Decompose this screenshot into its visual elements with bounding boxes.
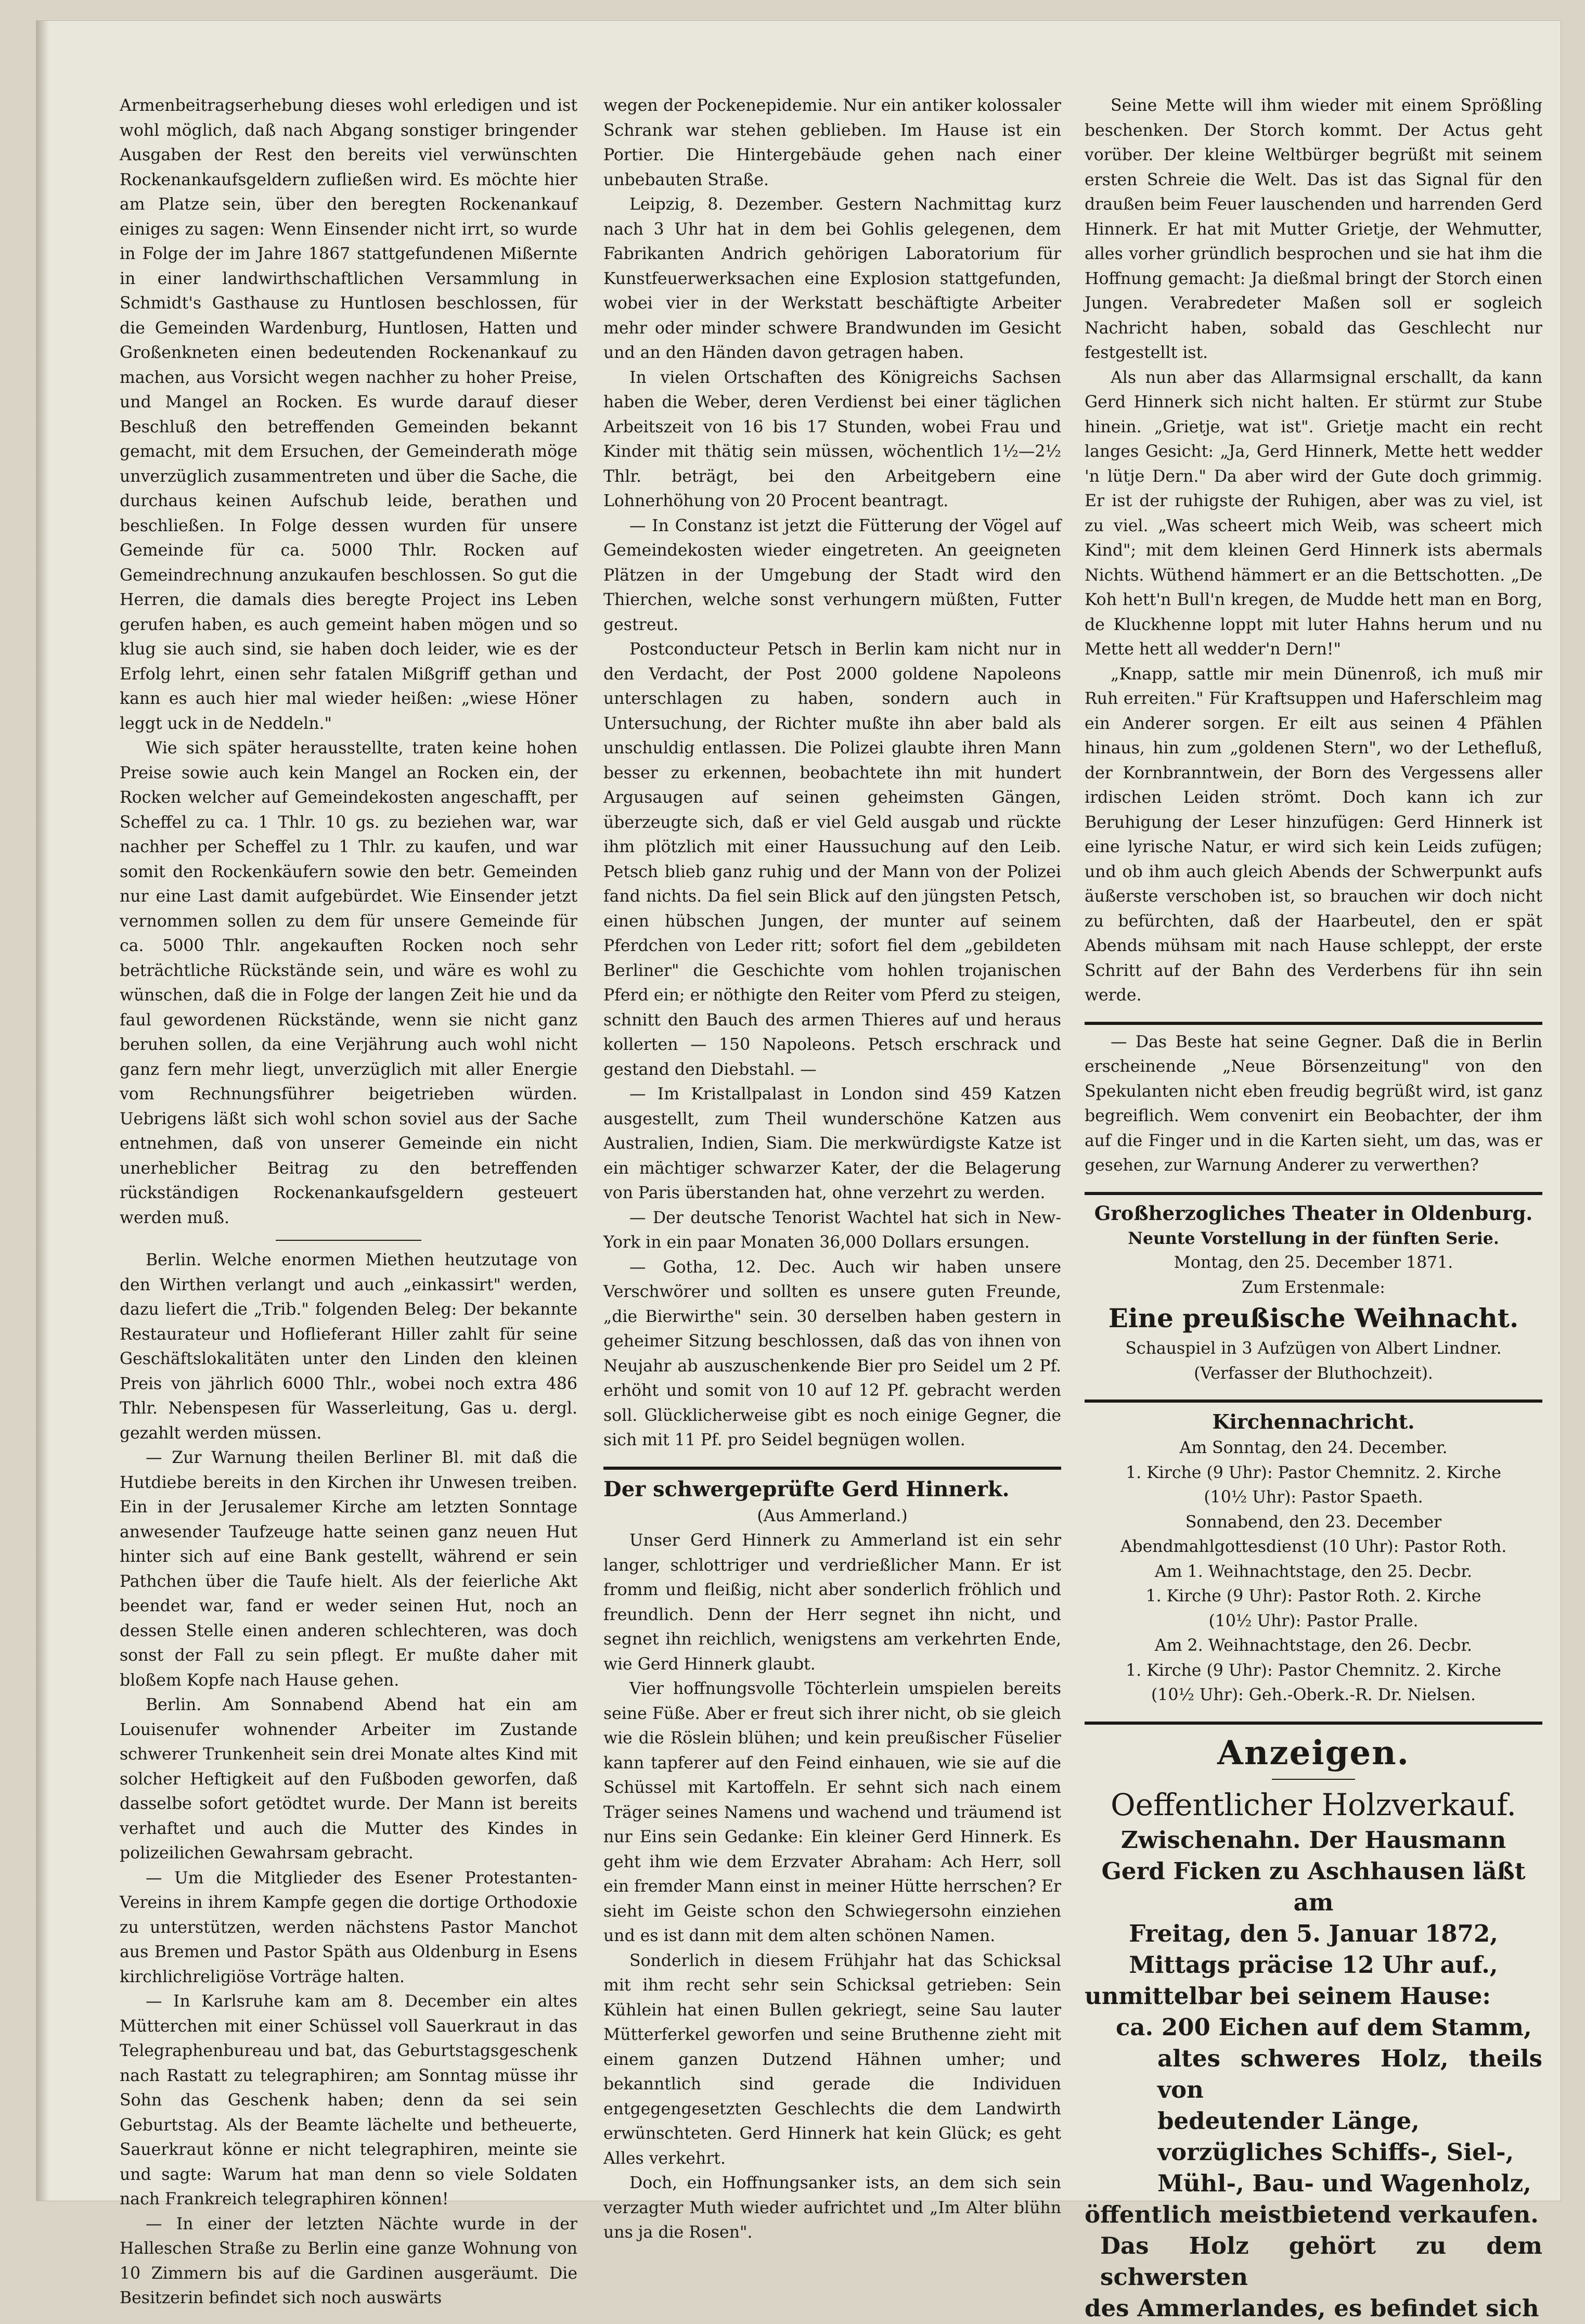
theatre-subtitle: Neunte Vorstellung in der fünften Serie. [1128,1228,1499,1248]
church-notice-title: Kirchennachricht. [1212,1410,1415,1433]
article-boersenzeitung: — Das Beste hat seine Gegner. Daß die in Berlin erscheinende „Neue Börsenzeitung" von den Spekulanten nicht eben freudig begrüßt wird, ist ganz begreiflich. Wem convenirt ein Beobachter, der ihm auf die Finger und in die Karten sieht, um das, was er gesehen, zur Warnung Anderer zu verwerthen? [1085,1032,1542,1175]
article-rockenankauf-cont: Wie sich später herausstellte, traten keine hohen Preise sowie auch kein Mangel an Rocken ein, der Rocken welcher auf Gemeindekosten angeschafft, per Scheffel zu ca. 1 Thlr. 10 gs. zu beziehen war, war nachher per Scheffel zu 1 Thlr. zu kaufen, und war somit den Rockenkäufern sowie den betr. Gemeinden nur eine Last damit aufgebürdet. Wie Einsender jetzt vernommen sollen zu dem für unsere Gemeinde für ca. 5000 Thlr. angekauften Rocken noch sehr beträchtliche Rückstände sein, und wäre es wohl zu wünschen, daß die in Folge der langen Zeit hie und da faul gewordenen Rückstände, wenn sie nicht ganz beruhen sollen, da eine Verjährung auch wohl nicht ganz fern mehr liegt, unverzüglich mit aller Energie vom Rechnungsführer beigetrieben würden. Uebrigens läßt sich wohl schon soviel aus der Sache entnehmen, daß von unserer Gemeinde ein nicht unerheblicher Beitrag zu den betreffenden rückständigen Rockenankaufsgeldern gesteuert werden muß. [120,739,577,1227]
ad-line: Das Holz gehört zu dem schwersten [1100,2231,1542,2291]
play-author-note: (Verfasser der Bluthochzeit). [1194,1364,1433,1383]
section-rule [1085,1022,1542,1025]
ad-line: öffentlich meistbietend verkaufen. [1085,2200,1539,2228]
section-rule [1085,1192,1542,1195]
section-rule [603,1467,1061,1470]
article-pocken: wegen der Pockenepidemie. Nur ein antiker kolossaler Schrank war stehen geblieben. Im Hause ist ein Portier. Die Hintergebäude gehen nach einer unbebauten Straße. [603,96,1061,189]
ad-title: Oeffentlicher Holzverkauf. [1111,1787,1516,1822]
ad-line: Zwischenahn. Der Hausmann [1120,1826,1506,1854]
church-line: 1. Kirche (9 Uhr): Pastor Chemnitz. 2. Kirche [1126,1661,1501,1680]
ad-line: Mittags präcise 12 Uhr auf., [1129,1950,1498,1979]
theatre-first: Zum Erstenmale: [1242,1278,1385,1297]
divider [1272,1779,1355,1780]
article-hallesche-strasse: — In einer der letzten Nächte wurde in der Halleschen Straße zu Berlin eine ganze Wohnung von 10 Zimmern bis auf die Gardinen ausgeräumt. Die Besitzerin befindet sich noch auswärts [120,2214,577,2307]
article-berlin-arbeiter: Berlin. Am Sonnabend Abend hat ein am Louisenufer wohnender Arbeiter im Zustande schwerer Trunkenheit sein drei Monate altes Kind mit solcher Heftigkeit auf den Fußboden geworfen, daß dasselbe sofort getödtet wurde. Der Mann ist bereits verhaftet und auch die Mutter des Kindes in polizeilichen Gewahrsam gebracht. [120,1696,577,1863]
section-rule [1085,1399,1542,1403]
church-line: 1. Kirche (9 Uhr): Pastor Chemnitz. 2. Kirche [1126,1463,1501,1482]
serial-subtitle: (Aus Ammerland.) [757,1506,908,1525]
column-2 [603,94,1061,2245]
article-esens: — Um die Mitglieder des Esener Protestanten-Vereins in ihrem Kampfe gegen die dortige Orthodoxie zu unterstützen, werden nächstens Pastor Manchot aus Bremen und Pastor Späth aus Oldenburg in Esens kirchlichreligiöse Vorträge halten. [120,1868,577,1986]
theatre-date: Montag, den 25. December 1871. [1174,1253,1453,1272]
column-3 [1085,94,1542,2324]
ad-body [1085,1825,1542,2324]
ad-line: ca. 200 Eichen auf dem Stamm, [1116,2013,1532,2041]
church-line: (10½ Uhr): Pastor Pralle. [1208,1611,1419,1630]
church-line: Am 1. Weihnachtstage, den 25. Decbr. [1154,1562,1473,1581]
article-wachtel: — Der deutsche Tenorist Wachtel hat sich in New-York in ein paar Monaten 36,000 Dollars ersungen. [603,1208,1061,1252]
serial-paragraph: Als nun aber das Allarmsignal erschallt, da kann Gerd Hinnerk sich nicht halten. Er stürmt zur Stube hinein. „Grietje, wat ist". Grietje macht ein recht langes Gesicht: „Ja, Gerd Hinnerk, Mette hett wedder 'n lütje Dern." Da aber wird der Gute doch grimmig. Er ist der ruhigste der Ruhigen, aber was zu viel, ist zu viel. „Was scheert mich Weib, was scheert mich Kind"; mit dem kleinen Gerd Hinnerk ists abermals Nichts. Wüthend hämmert er an die Bettschotten. „De Koh hett'n Bull'n kregen, de Mudde hett man en Borg, de Kluckhenne loppt mit luter Hahns herum und nu Mette hett all wedder'n Dern!" [1085,368,1542,659]
theatre-title: Großherzogliches Theater in Oldenburg. [1094,1201,1533,1225]
church-line: Sonnabend, den 23. December [1185,1512,1442,1532]
ad-line: altes schweres Holz, theils von [1157,2044,1542,2103]
play-title: Eine preußische Weihnacht. [1108,1303,1519,1333]
church-line: Am Sonntag, den 24. December. [1179,1439,1448,1457]
ad-line: Gerd Ficken zu Aschhausen läßt am [1101,1857,1526,1916]
church-line: (10½ Uhr): Geh.-Oberk.-R. Dr. Nielsen. [1151,1686,1476,1704]
article-weber: In vielen Ortschaften des Königreichs Sachsen haben die Weber, deren Verdienst bei einer täglichen Arbeitszeit von 16 bis 17 Stunden, wobei Frau und Kinder mit thätig sein müssen, wöchentlich 1½—2½ Thlr. beträgt, bei den Arbeitgebern eine Lohnerhöhung von 20 Procent beantragt. [603,368,1061,510]
serial-paragraph: Sonderlich in diesem Frühjahr hat das Schicksal mit ihm recht sehr sein Schicksal getrieben: Sein Kühlein hat einen Bullen gekriegt, seine Sau lauter Mütterferkel geworfen und seine Bruthenne zieht mit einem ganzen Dutzend Hähnen umher; und bekanntlich sind gerade die Individuen entgegengesetzten Geschlechts die dem Landwirth erwünschteten. Gerd Hinnerk hat kein Glück; es geht Alles verkehrt. [603,1951,1061,2168]
ad-line: unmittelbar bei seinem Hause: [1085,1982,1491,2010]
serial-paragraph: „Knapp, sattle mir mein Dünenroß, ich muß mir Ruh erreiten." Für Kraftsuppen und Haferschleim mag ein Anderer sorgen. Er eilt aus seinen 4 Pfählen hinaus, hin zum „goldenen Stern", wo der Lethefluß, der Kornbranntwein, der Born des Vergessens aller irdischen Leiden strömt. Doch kann ich zur Beruhigung der Leser hinzufügen: Gerd Hinnerk ist eine lyrische Natur, er wird sich kein Leids zufügen; und ob ihm auch gleich Abends der Schwerpunkt aufs äußerste verschoben ist, so brauchen wir doch nicht zu befürchten, daß der Haarbeutel, den er spät Abends mühsam mit nach Hause schleppt, der erste Schritt auf der Bahn des Verderbens für ihn sein werde. [1085,664,1542,1005]
article-katzen: — Im Kristallpalast in London sind 459 Katzen ausgestellt, zum Theil wunderschöne Katzen aus Australien, Indien, Siam. Die merkwürdigste Katze ist ein mächtiger schwarzer Kater, der die Belagerung von Paris überstanden hat, ohne verzehrt zu werden. [603,1085,1061,1202]
church-line: Am 2. Weihnachtstage, den 26. Decbr. [1154,1636,1473,1655]
article-hutdiebe: — Zur Warnung theilen Berliner Bl. mit daß die Hutdiebe bereits in den Kirchen ihr Unwesen treiben. Ein in der Jerusalemer Kirche am letzten Sonntage anwesender Taufzeuge hatte seinen ganz neuen Hut hinter sich auf eine Bank gestellt, während er sein Pathchen über die Taufe hielt. Als der feierliche Akt beendet war, fand er weder seinen Hut, noch an dessen Stelle einen anderen schlechteren, was doch sonst der Fall zu sein pflegt. Er mußte daher mit bloßem Kopfe nach Hause gehen. [120,1448,577,1690]
article-leipzig: Leipzig, 8. Dezember. Gestern Nachmittag kurz nach 3 Uhr hat in dem bei Gohlis gelegenen, dem Fabrikanten Andrich gehörigen Laboratorium für Kunstfeuerwerksachen eine Explosion stattgefunden, wobei vier in der Werkstatt beschäftigte Arbeiter mehr oder minder schwere Brandwunden im Gesicht und an den Händen davon getragen haben. [603,195,1061,362]
section-rule [1085,1722,1542,1725]
serial-paragraph: Doch, ein Hoffnungsanker ists, an dem sich sein verzagter Muth wieder aufrichtet und „Im Alter blühn uns ja die Rosen". [603,2174,1061,2242]
church-line: Abendmahlgottesdienst (10 Uhr): Pastor Roth. [1120,1537,1507,1556]
serial-paragraph: Unser Gerd Hinnerk zu Ammerland ist ein sehr langer, schlottriger und verdrießlicher Mann. Er ist fromm und fleißig, nicht aber sonderlich fröhlich und freundlich. Denn der Herr segnet ihn nicht, und segnet ihn reichlich, wenigstens am verkehrten Ende, wie Gerd Hinnerk glaubt. [603,1531,1061,1674]
ad-line: des Ammerlandes, es befindet sich [1085,2294,1539,2322]
church-line: 1. Kirche (9 Uhr): Pastor Roth. 2. Kirche [1145,1587,1481,1606]
page-binding-edge [36,21,49,2201]
church-line: (10½ Uhr): Pastor Spaeth. [1204,1488,1423,1507]
serial-paragraph: Seine Mette will ihm wieder mit einem Sprößling beschenken. Der Storch kommt. Der Actus geht vorüber. Der kleine Weltbürger begrüßt mit seinem ersten Schreie die Welt. Das ist das Signal für den draußen beim Feuer lauschenden und harrenden Gerd Hinnerk. Er hat mit Mutter Grietje, der Wehmutter, alles vorher gründlich besprochen und sie hat ihm die Hoffnung gemacht: Ja dießmal bringt der Storch einen Jungen. Verabredeter Maßen soll er sogleich Nachricht haben, sobald das Geschlecht nur festgestellt ist. [1085,96,1542,362]
ad-line: bedeutender Länge, [1157,2107,1420,2135]
article-petsch: Postconducteur Petsch in Berlin kam nicht nur in den Verdacht, der Post 2000 goldene Napoleons unterschlagen zu haben, sondern auch in Untersuchung, der Richter mußte ihn aber bald als unschuldig entlassen. Die Polizei glaubte ihren Mann besser zu erkennen, beobachtete ihn mit hundert Argusaugen auf seinen geheimsten Gängen, überzeugte sich, daß er viel Geld ausgab und rückte ihm plötzlich mit einer Haussuchung auf den Leib. Petsch blieb ganz ruhig und der Mann von der Polizei fand nichts. Da fiel sein Blick auf den jüngsten Petsch, einen hübschen Jungen, der munter auf seinem Pferdchen von Leder ritt; sofort fiel dem „gebildeten Berliner" die Geschichte vom hohlen trojanischen Pferd ein; er nöthigte den Reiter vom Pferd zu steigen, schnitt den Bauch des armen Thieres auf und heraus kollerten — 150 Napoleons. Petsch erschrack und gestand den Diebstahl. — [603,640,1061,1079]
article-rockenankauf: Armenbeitragserhebung dieses wohl erledigen und ist wohl möglich, daß nach Abgang sonstiger bringender Ausgaben der Rest den bereits viel verwünschten Rockenankaufsgeldern zufließen wird. Es möchte hier am Platze sein, über den beregten Rockenankauf einiges zu sagen: Wenn Einsender nicht irrt, so wurde in Folge der im Jahre 1867 stattgefundenen Mißernte in einer landwirthschaftlichen Versammlung in Schmidt's Gasthause zu Huntlosen beschlossen, für die Gemeinden Wardenburg, Huntlosen, Hatten und Großenkneten einen bedeutenden Rockenankauf zu machen, aus Vorsicht wegen nachher zu hoher Preise, und Mangel an Rocken. Es wurde darauf dieser Beschluß den betreffenden Gemeinden bekannt gemacht, mit dem Ersuchen, der Gemeinderath möge unverzüglich zusammentreten und über die Sache, die durchaus keinen Aufschub leide, berathen und beschließen. In Folge dessen wurden für unsere Gemeinde für ca. 5000 Thlr. Rocken auf Gemeindrechnung anzukaufen beschlossen. So gut die Herren, die damals dies beregte Project ins Leben gerufen haben, es auch gemeint haben mögen und so klug sie auch sind, sie haben doch leider, wie es der Erfolg lehrt, einen sehr fatalen Mißgriff gethan und kann es auch hier mal wieder heißen: „wiese Höner leggt uck in de Neddeln." [120,96,577,733]
ad-line: vorzügliches Schiffs-, Siel-, [1157,2138,1514,2166]
ads-heading: Anzeigen. [1217,1733,1410,1773]
ad-line: Mühl-, Bau- und Wagenholz, [1157,2169,1531,2197]
article-berlin-miethen: Berlin. Welche enormen Miethen heutzutage von den Wirthen verlangt und auch „einkassirt" werden, dazu liefert die „Trib." folgenden Beleg: Der bekannte Restaurateur und Hoflieferant Hiller zahlt für seine Geschäftslokalitäten unter den Linden den kleinen Preis von jährlich 6000 Thlr., wobei noch extra 486 Thlr. Nebenspesen für Wasserleitung, Gas u. dergl. gezahlt werden müssen. [120,1251,577,1443]
serial-paragraph: Vier hoffnungsvolle Töchterlein umspielen bereits seine Füße. Aber er freut sich ihrer nicht, ob sie gleich wie die Röslein blühen; und kein preußischer Füselier kann tapferer auf den Feind einhauen, wie sie auf die Schüssel mit Kartoffeln. Er sehnt sich nach einem Träger seines Namens und wachend und träumend ist nur Eins sein Gedanke: Ein kleiner Gerd Hinnerk. Es geht ihm wie dem Erzvater Abraham: Ach Herr, soll ein fremder Mann einst in meiner Hütte herrschen? Er sieht im Geiste schon den Schwiegersohn einziehen und es ist dann mit dem alten schönen Namen. [603,1679,1061,1945]
play-description: Schauspiel in 3 Aufzügen von Albert Lindner. [1125,1339,1502,1358]
serial-title: Der schwergeprüfte Gerd Hinnerk. [603,1476,1010,1501]
article-sauerkraut: — In Karlsruhe kam am 8. December ein altes Mütterchen mit einer Schüssel voll Sauerkraut in das Telegraphenbureau und bat, das Geburtstagsgeschenk nach Rastatt zu telegraphiren; am Sonntag müsse ihr Sohn das Geschenk haben; denn da sei sein Geburtstag. Als der Beamte lächelte und betheuerte, Sauerkraut könne er nicht telegraphiren, meinte sie und sagte: Warum hat man denn so viele Soldaten nach Frankreich telegraphiren können! [120,1992,577,2209]
divider [276,1240,421,1241]
article-constanz: — In Constanz ist jetzt die Fütterung der Vögel auf Gemeindekosten wieder eingetreten. An geeigneten Plätzen in der Umgebung der Stadt wird den Thierchen, welche sonst verhungern müßten, Futter gestreut. [603,516,1061,634]
column-1 [120,94,577,2311]
article-gotha: — Gotha, 12. Dec. Auch wir haben unsere Verschwörer und sollten es unsere guten Freunde, „die Bierwirthe" sein. 30 derselben haben gestern in geheimer Sitzung beschlossen, daß das von ihnen von Neujahr ab auszuschenkende Bier pro Seidel um 2 Pf. erhöht und somit von 10 auf 12 Pf. gebracht werden soll. Glücklicherweise gibt es noch einige Gegner, die sich mit 11 Pf. pro Seidel begnügen wollen. [603,1257,1061,1449]
ad-line: Freitag, den 5. Januar 1872, [1129,1919,1498,1947]
